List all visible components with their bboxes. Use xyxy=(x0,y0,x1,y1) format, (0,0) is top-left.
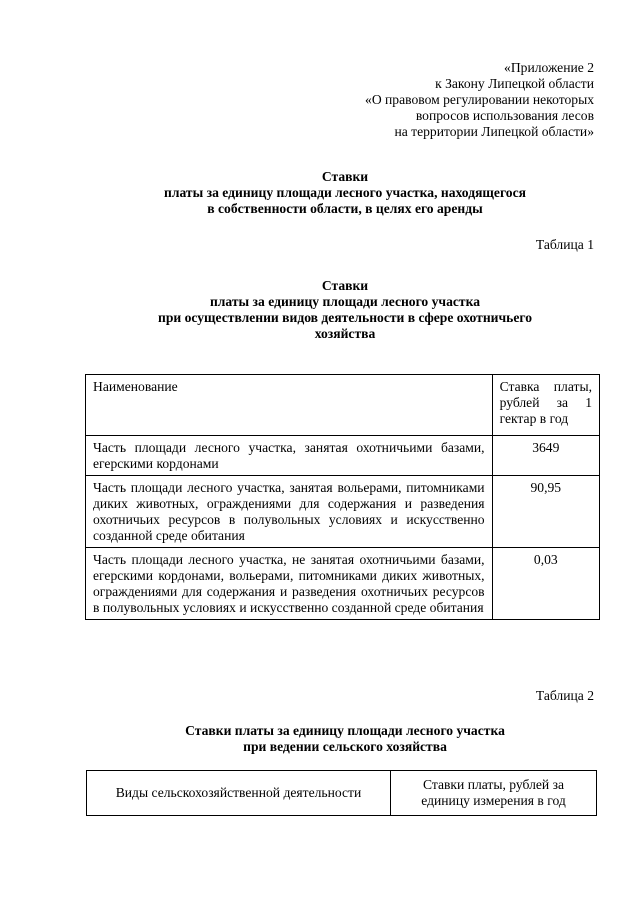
header-rate: Ставки платы, рублей за единицу измерения в год xyxy=(391,771,597,816)
table-header-row xyxy=(87,771,597,816)
table2-label: Таблица 2 xyxy=(535,688,594,703)
table2-title-line: при ведении сельского хозяйства xyxy=(243,739,447,754)
appendix-line: вопросов использования лесов xyxy=(415,108,594,123)
main-title-line: Ставки xyxy=(321,169,369,184)
appendix-line: «Приложение 2 xyxy=(504,60,594,75)
table1-label: Таблица 1 xyxy=(535,237,594,252)
hunting-rates-table xyxy=(85,374,600,620)
row-rate: 3649 xyxy=(492,436,599,476)
row-rate: 0,03 xyxy=(492,548,599,620)
table2-title-line: Ставки платы за единицу площади лесного участка xyxy=(185,723,505,738)
row-name: Часть площади лесного участка, не занятая охотничьими базами, егерскими кордонами, вольерами, питомниками диких животных, ограждениями для содержания и разведения охотничьих ресурсов в полувольных условиях и искусственно созданной среде обитания xyxy=(86,548,493,620)
appendix-line: на территории Липецкой области» xyxy=(394,124,594,139)
row-rate: 90,95 xyxy=(492,476,599,548)
appendix-line: «О правовом регулировании некоторых xyxy=(365,92,594,107)
row-name: Часть площади лесного участка, занятая вольерами, питомниками диких животных, ограждениями для содержания и разведения охотничьих ресурсов в полувольных условиях и искусственно созданной среде обитания xyxy=(86,476,493,548)
appendix-reference xyxy=(365,60,594,140)
header-name: Наименование xyxy=(86,375,493,436)
table1-title-line: платы за единицу площади лесного участка xyxy=(209,294,481,309)
table-header-row xyxy=(86,375,600,436)
table-row xyxy=(86,476,600,548)
table-row xyxy=(86,548,600,620)
agriculture-rates-table xyxy=(86,770,597,816)
header-rate: Ставка платы, рублей за 1 гектар в год xyxy=(492,375,599,436)
table-row xyxy=(86,436,600,476)
row-name: Часть площади лесного участка, занятая охотничьими базами, егерскими кордонами xyxy=(86,436,493,476)
main-title-line: в собственности области, в целях его аренды xyxy=(207,201,483,216)
header-activity: Виды сельскохозяйственной деятельности xyxy=(87,771,391,816)
table1-title-line: хозяйства xyxy=(314,326,376,341)
main-title-line: платы за единицу площади лесного участка, находящегося xyxy=(164,185,526,200)
table1-title-line: Ставки xyxy=(321,278,369,293)
main-title xyxy=(0,169,640,217)
table1-title xyxy=(0,278,640,342)
table1-title-line: при осуществлении видов деятельности в сфере охотничьего xyxy=(157,310,533,325)
table2-title xyxy=(0,723,640,755)
appendix-line: к Закону Липецкой области xyxy=(435,76,594,91)
